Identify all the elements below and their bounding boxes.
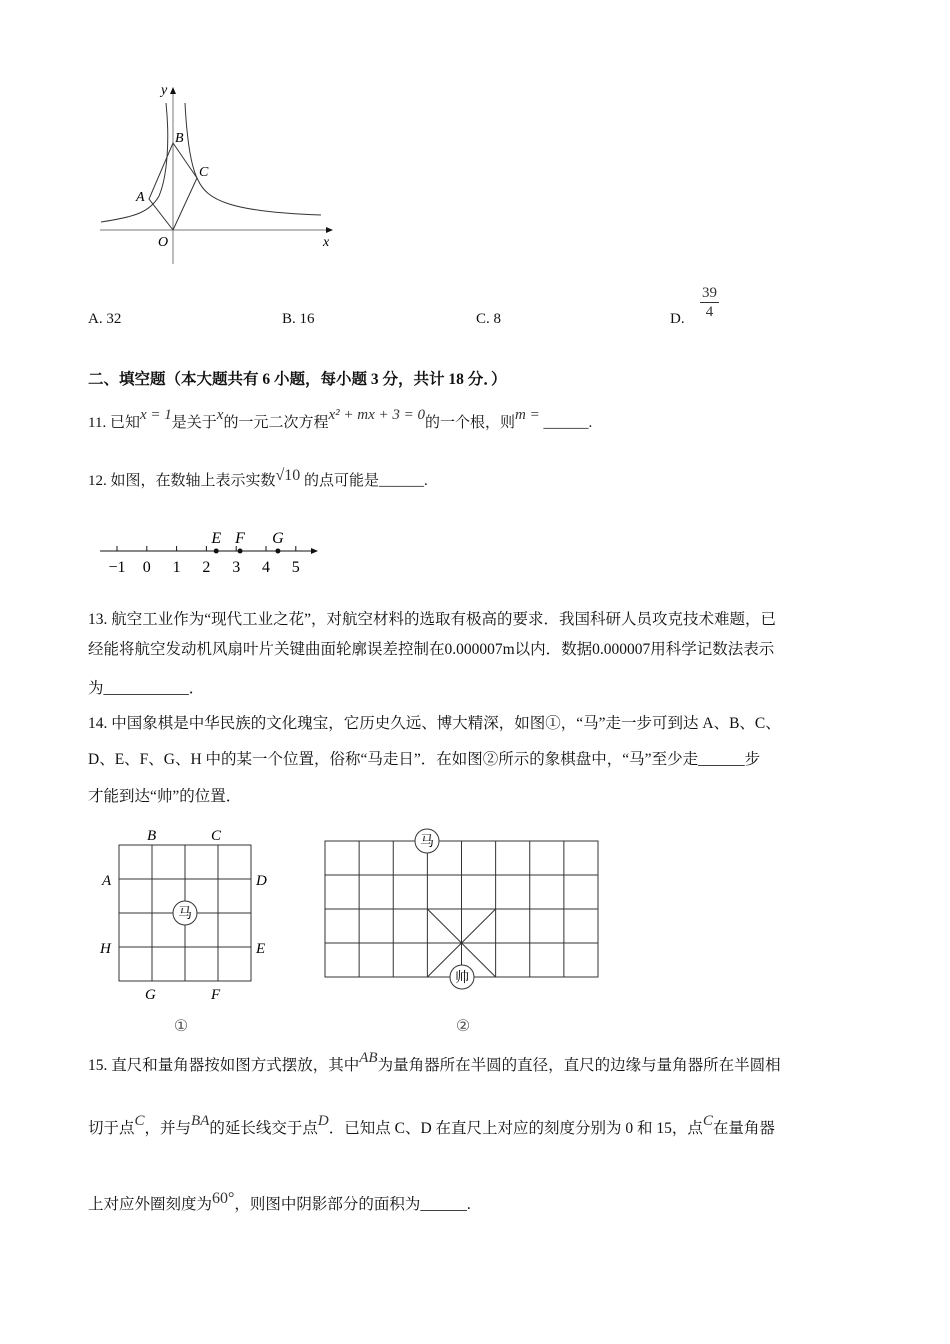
horse-piece: 马 [178, 907, 192, 922]
label-d: D [256, 873, 267, 889]
king-piece: 帅 [455, 971, 469, 986]
numerator: 39 [702, 285, 717, 301]
axis-point [238, 549, 243, 554]
left-branch [101, 103, 168, 222]
label-b: B [175, 131, 184, 146]
label-g: G [145, 987, 156, 1003]
axis-point [214, 549, 219, 554]
option-a[interactable] [88, 311, 121, 328]
point-label: E [211, 530, 222, 547]
label-c: C [211, 828, 222, 844]
point-label: G [272, 530, 284, 547]
label-b: B [147, 828, 157, 844]
question-15-line1: 15. 直尺和量角器按如图方式摆放，其中AB为量角器所在半圆的直径，直尺的边缘与量角器所在半圆相 [88, 1050, 781, 1074]
label-y: y [161, 83, 168, 98]
label-f: F [211, 987, 221, 1003]
point-label: F [235, 530, 245, 547]
tick-label: 4 [262, 559, 270, 576]
option-letter: C. [476, 311, 490, 327]
tick-label: 2 [202, 559, 211, 576]
question-14-line2: D、E、F、G、H 中的某一个位置，俗称“马走日”．在如图②所示的象棋盘中，“马”至少走______步 [88, 751, 761, 768]
label-a: A [136, 190, 145, 205]
figure-caption: ① [173, 1018, 189, 1035]
tick-label: 5 [291, 559, 300, 576]
number-line [95, 525, 330, 577]
question-14-line3: 才能到达“帅”的位置． [88, 788, 242, 805]
question-13-line2: 经能将航空发动机风扇叶片关键曲面轮廓误差控制在0.000007m以内．数据0.000007用科学记数法表示 [88, 641, 775, 658]
label-e: E [256, 941, 266, 957]
question-13-line1: 13. 航空工业作为“现代工业之花”，对航空材料的选取有极高的要求．我国科研人员攻克技术难题，已 [88, 611, 777, 628]
tick-label: −1 [108, 559, 126, 576]
chess-figure-2 [320, 820, 610, 1040]
question-13-line3: 为___________． [88, 680, 205, 697]
option-letter: A. [88, 311, 103, 327]
axis-point [275, 549, 280, 554]
option-value: 32 [106, 311, 122, 327]
label-x: x [323, 235, 330, 250]
option-letter: D. [670, 311, 685, 327]
label-o: O [158, 235, 169, 250]
question-11: 11. 已知x = 1是关于x的一元二次方程x² + mx + 3 = 0的一个根，则m = ______. [88, 407, 593, 431]
denominator: 4 [705, 304, 714, 320]
label-c: C [199, 165, 209, 180]
question-14-line1: 14. 中国象棋是中华民族的文化瑰宝，它历史久远、博大精深，如图①，“马”走一步可到达 A、B、C、 [88, 715, 781, 732]
right-branch [185, 103, 321, 215]
option-letter: B. [282, 311, 296, 327]
option-c[interactable] [476, 311, 501, 328]
chess-figure-1 [95, 820, 295, 1040]
option-d[interactable] [670, 311, 685, 328]
label-h: H [100, 941, 111, 957]
question-12: 12. 如图，在数轴上表示实数√10 的点可能是______. [88, 467, 428, 489]
tick-label: 3 [232, 559, 241, 576]
tick-label: 0 [142, 559, 151, 576]
question-15-line3: 上对应外圈刻度为60°，则图中阴影部分的面积为______. [88, 1190, 471, 1213]
label-a: A [102, 873, 112, 889]
hyperbola-rhombus-figure [95, 82, 340, 267]
option-d-fraction [700, 284, 719, 321]
section-heading: 二、填空题（本大题共有 6 小题，每小题 3 分，共计 18 分．） [88, 371, 507, 388]
option-b[interactable] [282, 311, 315, 328]
option-value: 16 [299, 311, 315, 327]
option-value: 8 [493, 311, 502, 327]
figure-caption: ② [455, 1018, 471, 1035]
question-15-line2: 切于点C，并与BA的延长线交于点D．已知点 C、D 在直尺上对应的刻度分别为 0 和 15，点C在量角器 [88, 1113, 775, 1137]
horse-piece: 马 [420, 835, 434, 850]
tick-label: 1 [172, 559, 181, 576]
